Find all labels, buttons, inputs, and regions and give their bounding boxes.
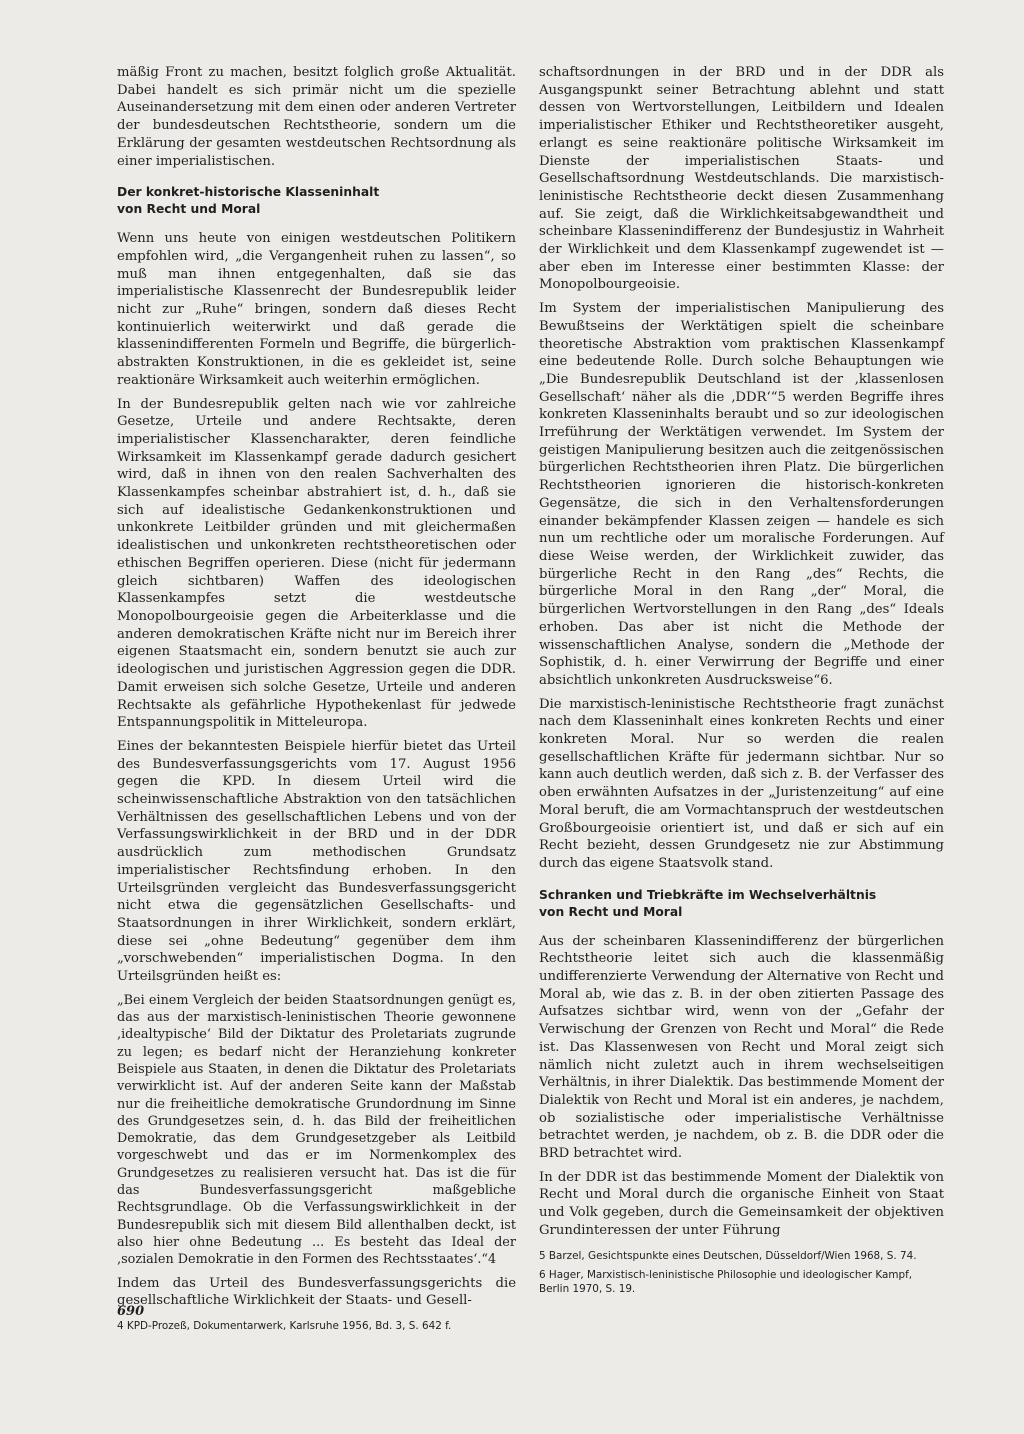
heading-line: Der konkret-historische Klasseninhalt bbox=[117, 185, 380, 200]
paragraph: In der DDR ist das bestimmende Moment der Dialektik von Recht und Moral durch die organische Einheit von Staat und Volk gegeben, durch die Gemeinsamkeit der objektiven Grundinteressen der unter Führung bbox=[539, 1169, 944, 1238]
paragraph: Wenn uns heute von einigen westdeutschen Politikern empfohlen wird, „die Vergangenheit ruhen zu lassen“, so muß man ihnen entgegenhalten, daß sie das imperialistische Klassenrecht der Bundesrepublik leider nicht zur „Ruhe“ bringen, sondern daß dieses Recht kontinuierlich weiterwirkt und daß gerade die klassenindifferenten Formeln und Begriffe, die bürgerlich-abstrakten Konstruktionen, in die es gekleidet ist, seine reaktionäre Wirksamkeit auch weiterhin ermöglichen. bbox=[117, 231, 516, 388]
paragraph: In der Bundesrepublik gelten nach wie vor zahlreiche Gesetze, Urteile und andere Rechtsakte, deren imperialistischer Klassencharakter, deren feindliche Wirksamkeit im Klassenkampf gerade dadurch gesichert wird, daß in ihnen von den realen Sachverhalten des Klassenkampfes scheinbar abstrahiert ist, d. h., daß sie sich auf idealistische Gedankenkonstruktionen und unkonkrete Leitbilder gründen und mit gleichermaßen idealistischen und unkonkreten rechtstheoretischen oder ethischen Begriffen operieren. Diese (nicht für jedermann gleich sichtbaren) Waffen des ideologischen Klassenkampfes setzt die westdeutsche Monopolbourgeoisie gegen die Arbeiterklasse und die anderen demokratischen Kräfte nicht nur im Bereich ihrer eigenen Staatsmacht ein, sondern benutzt sie auch zur ideologischen und juristischen Aggression gegen die DDR. Damit erweisen sich solche Gesetze, Urteile und anderen Rechtsakte als gefährliche Hypothekenlast für jedwede Entspannungspolitik in Mitteleuropa. bbox=[117, 396, 516, 731]
section-heading bbox=[539, 887, 944, 921]
footnote: 4 KPD-Prozeß, Dokumentarwerk, Karlsruhe 1956, Bd. 3, S. 642 f. bbox=[117, 1319, 452, 1332]
footnote: 5 Barzel, Gesichtspunkte eines Deutschen, Düsseldorf/Wien 1968, S. 74. bbox=[539, 1249, 917, 1262]
heading-line: von Recht und Moral bbox=[539, 904, 683, 919]
left-column bbox=[117, 64, 516, 1339]
paragraph: Indem das Urteil des Bundesverfassungsgerichts die gesellschaftliche Wirklichkeit der Staats- und Gesell- bbox=[117, 1275, 516, 1309]
page-number: 690 bbox=[117, 1304, 145, 1319]
paragraph: Aus der scheinbaren Klassenindifferenz der bürgerlichen Rechtstheorie leitet sich auch die klassenmäßig undifferenzierte Verwendung der Alternative von Recht und Moral ab, wie das z. B. in der oben zitierten Passage des Aufsatzes sichtbar wird, wenn von der „Gefahr der Verwischung der Grenzen von Recht und Moral“ die Rede ist. Das Klassenwesen von Recht und Moral zeigt sich nämlich nicht zuletzt auch in ihrem wechselseitigen Verhältnis, in ihrer Dialektik. Das bestimmende Moment der Dialektik von Recht und Moral ist ein anderes, je nachdem, ob sozialistische oder imperialistische Verhältnisse betrachtet werden, je nachdem, ob z. B. die DDR oder die BRD betrachtet wird. bbox=[539, 933, 944, 1162]
section-heading bbox=[117, 184, 516, 218]
paragraph: mäßig Front zu machen, besitzt folglich große Aktualität. Dabei handelt es sich primär nicht um die spezielle Auseinandersetzung mit dem einen oder anderen Vertreter der bundesdeutschen Rechtstheorie, sondern um die Erklärung der gesamten westdeutschen Rechtsordnung als einer imperialistischen. bbox=[117, 65, 516, 169]
right-column bbox=[539, 64, 944, 1302]
heading-line: von Recht und Moral bbox=[117, 202, 261, 217]
paragraph: Eines der bekanntesten Beispiele hierfür bietet das Urteil des Bundesverfassungsgerichts vom 17. August 1956 gegen die KPD. In diesem Urteil wird die scheinwissenschaftliche Abstraktion von den tatsächlichen Verhältnissen des gesellschaftlichen Lebens und von der Verfassungswirklichkeit in der BRD und in der DDR ausdrücklich zum methodischen Grundsatz imperialistischer Rechtsfindung erhoben. In den Urteilsgründen vergleicht das Bundesverfassungsgericht nicht etwa die gegensätzlichen Gesellschafts- und Staatsordnungen in ihrer Wirklichkeit, sondern erklärt, diese sei „ohne Bedeutung“ gegenüber dem ihm „vorschwebenden“ imperialistischen Dogma. In den Urteilsgründen heißt es: bbox=[117, 738, 516, 985]
footnote: 6 Hager, Marxistisch-leninistische Philosophie und ideologischer Kampf, Berlin 1970, S. 19. bbox=[539, 1269, 913, 1295]
paragraph: Im System der imperialistischen Manipulierung des Bewußtseins der Werktätigen spielt die scheinbare theoretische Abstraktion vom praktischen Klassenkampf eine bedeutende Rolle. Durch solche Behauptungen wie „Die Bundesrepublik Deutschland ist der ‚klassenlosen Gesellschaft‘ näher als die ‚DDR‘“5 werden Begriffe ihres konkreten Klasseninhalts beraubt und so zur ideologischen Irreführung der Werktätigen verwendet. Im System der geistigen Manipulierung besitzen auch die zeitgenössischen bürgerlichen Rechtstheorien ihren Platz. Die bürgerlichen Rechtstheorien ignorieren die historisch-konkreten Gegensätze, die sich in den Verhaltensforderungen einander bekämpfender Klassen zeigen — handele es sich nun um rechtliche oder um moralische Forderungen. Auf diese Weise werden, der Wirklichkeit zuwider, das bürgerliche Recht in den Rang „des“ Rechts, die bürgerliche Moral in den Rang „der“ Moral, die bürgerlichen Wertvorstellungen in den Rang „des“ Ideals erhoben. Das aber ist nicht die Methode der wissenschaftlichen Analyse, sondern die „Methode der Sophistik, d. h. einer Verwirrung der Begriffe und einer absichtlich unkonkreten Ausdrucksweise“6. bbox=[539, 301, 944, 688]
paragraph: schaftsordnungen in der BRD und in der DDR als Ausgangspunkt seiner Betrachtung ablehnt und statt dessen von Wertvorstellungen, Leitbildern und Idealen imperialistischer Ethiker und Rechtstheoretiker ausgeht, erlangt es seine reaktionäre politische Wirksamkeit im Dienste der imperialistischen Staats- und Gesellschaftsordnung Westdeutschlands. Die marxistisch-leninistische Rechtstheorie deckt diesen Zusammenhang auf. Sie zeigt, daß die Wirklichkeitsabgewandtheit und scheinbare Klassenindifferenz der Bundesjustiz in Wahrheit der Wirklichkeit und dem Klassenkampf zugewendet ist — aber eben im Interesse einer bestimmten Klasse: der Monopolbourgeoisie. bbox=[539, 65, 944, 293]
block-quote: „Bei einem Vergleich der beiden Staatsordnungen genügt es, das aus der marxistisch-leninistischen Theorie gewonnene ‚idealtypische‘ Bild der Diktatur des Proletariats zugrunde zu legen; es bedarf nicht der Heranziehung konkreter Beispiele aus Staaten, in denen die Diktatur des Proletariats verwirklicht ist. Auf der anderen Seite kann der Maßstab nur die freiheitliche demokratische Grundordnung im Sinne des Grundgesetzes sein, d. h. das Bild der freiheitlichen Demokratie, das dem Grundgesetzgeber als Leitbild vorgeschwebt und das er im Normenkomplex des Grundgesetzes zu realisieren versucht hat. Das ist die für das Bundesverfassungsgericht maßgebliche Rechtsgrundlage. Ob die Verfassungswirklichkeit in der Bundesrepublik sich mit diesem Bild allenthalben deckt, ist also hier ohne Bedeutung ... Es besteht das Ideal der ‚sozialen Demokratie in den Formen des Rechtsstaates‘.“4 bbox=[117, 992, 516, 1268]
heading-line: Schranken und Triebkräfte im Wechselverhältnis bbox=[539, 887, 877, 902]
paragraph: Die marxistisch-leninistische Rechtstheorie fragt zunächst nach dem Klasseninhalt eines konkreten Rechts und einer konkreten Moral. Nur so werden die realen gesellschaftlichen Kräfte für jedermann sichtbar. Nur so kann auch deutlich werden, daß sich z. B. der Verfasser des oben erwähnten Aufsatzes in der „Juristenzeitung“ auf eine Moral beruft, die am Vormachtanspruch der westdeutschen Großbourgeoisie orientiert ist, und daß er sich auf ein Recht bezieht, dessen Grundgesetz nie zur Abstimmung durch das eigene Staatsvolk stand. bbox=[539, 696, 944, 871]
